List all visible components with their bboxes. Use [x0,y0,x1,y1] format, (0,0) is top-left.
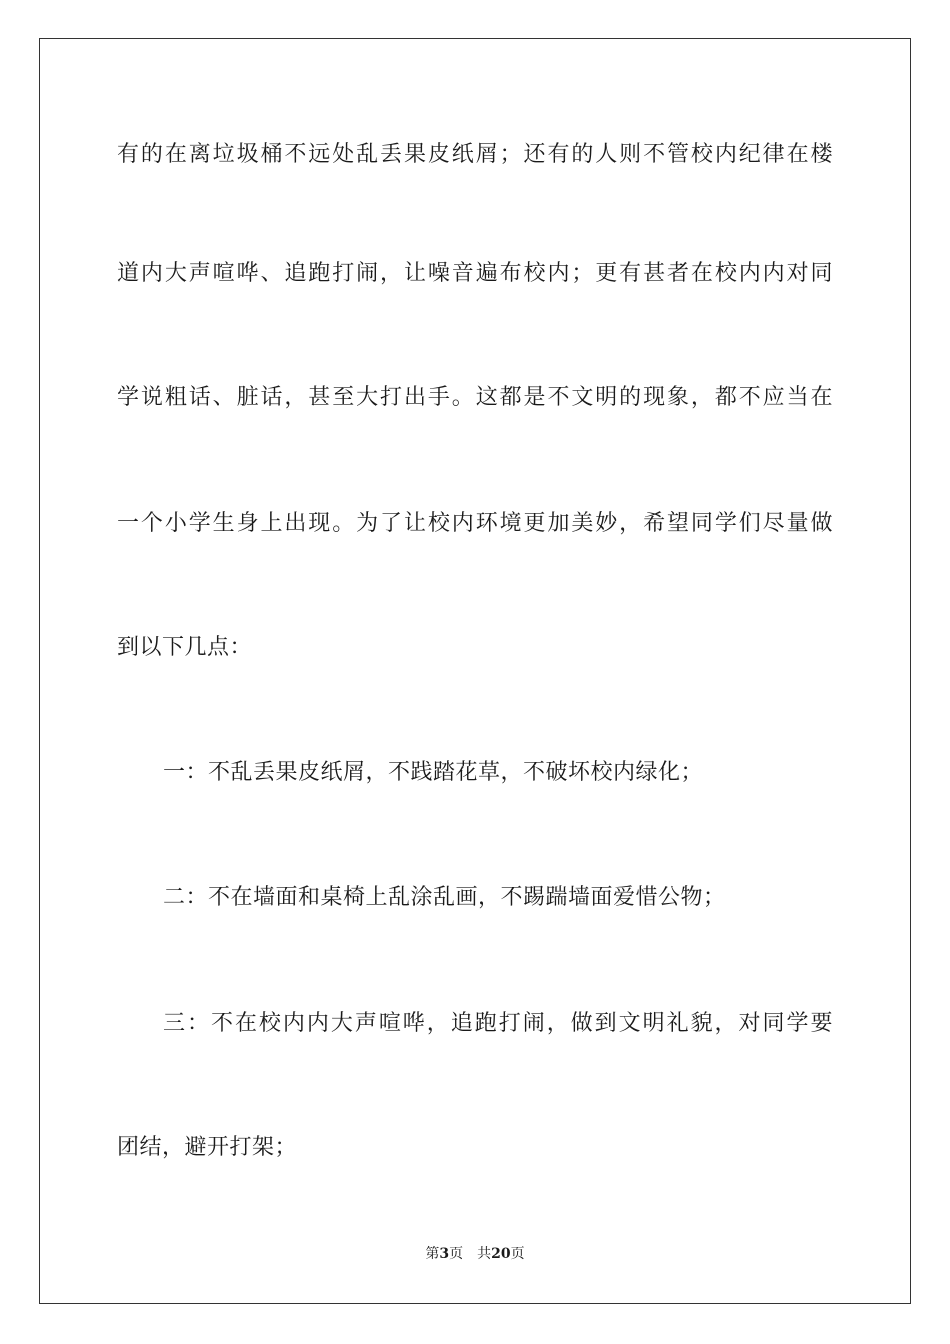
paragraph-line-1: 有的在离垃圾桶不远处乱丢果皮纸屑；还有的人则不管校内纪律在楼 [117,142,833,167]
paragraph-line-5: 到以下几点： [117,635,253,660]
paragraph-line-3: 学说粗话、脏话，甚至大打出手。这都是不文明的现象，都不应当在 [117,385,833,410]
list-item-3-continuation: 团结，避开打架； [117,1135,298,1160]
paragraph-line-4: 一个小学生身上出现。为了让校内环境更加美妙，希望同学们尽量做 [117,511,833,536]
total-pages: 20 [491,1246,511,1262]
total-suffix: 页 [510,1246,525,1262]
page-prefix: 第 [425,1246,440,1262]
list-item-3: 三：不在校内内大声喧哗，追跑打闹，做到文明礼貌，对同学要 [163,1011,833,1036]
paragraph-line-2: 道内大声喧哗、追跑打闹，让噪音遍布校内；更有甚者在校内内对同 [117,261,833,286]
page-suffix: 页 [449,1246,464,1262]
page-border [39,38,911,1304]
page-number: 3 [439,1246,450,1262]
list-item-1: 一：不乱丢果皮纸屑，不践踏花草，不破坏校内绿化； [163,760,704,785]
total-prefix: 共 [477,1246,492,1262]
page-footer [0,1245,950,1263]
list-item-2: 二：不在墙面和桌椅上乱涂乱画，不踢踹墙面爱惜公物； [163,885,726,910]
